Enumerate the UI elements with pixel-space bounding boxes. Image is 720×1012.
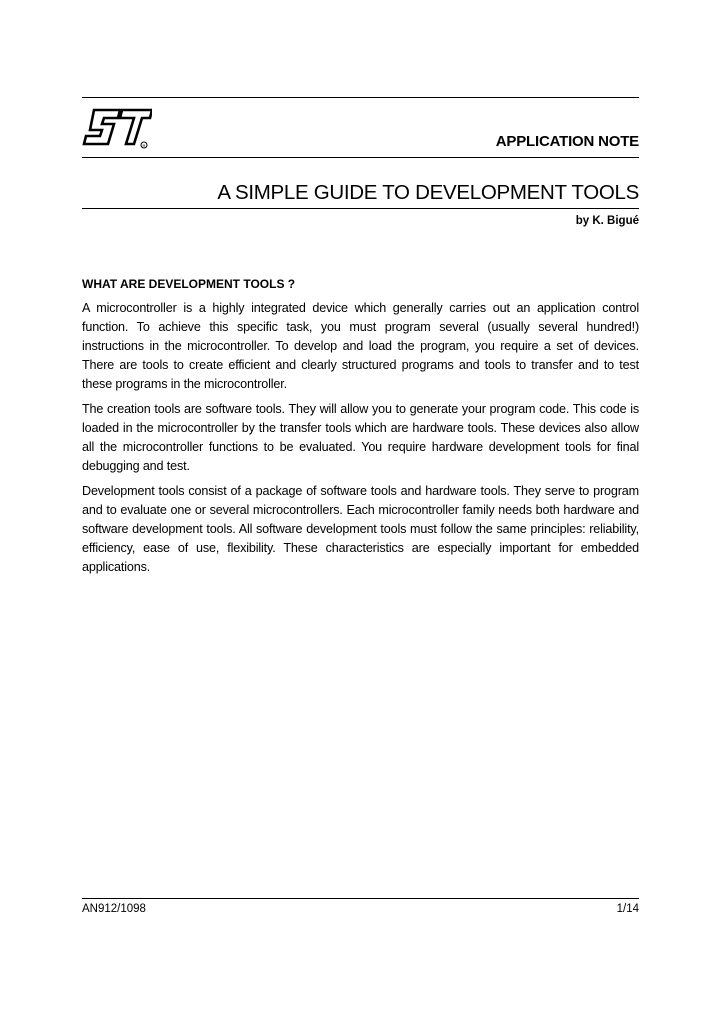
header-mid-rule [82,157,639,158]
section-heading: WHAT ARE DEVELOPMENT TOOLS ? [82,277,296,291]
document-number: AN912/1098 [82,903,146,915]
page-number: 1/14 [616,903,639,915]
doc-type-label: APPLICATION NOTE [495,133,639,150]
document-title: A SIMPLE GUIDE TO DEVELOPMENT TOOLS [217,181,639,204]
section-content [82,277,639,583]
paragraph: The creation tools are software tools. They will allow you to generate your program code. This code is loaded in the microcontroller by the transfer tools which are hardware tools. These devices also allow all the microcontroller functions to be evaluated. You require hardware development tools for final debugging and test. [82,402,639,473]
paragraph: A microcontroller is a highly integrated device which generally carries out an application control function. To achieve this specific task, you must program several (usually several hundred!) instructions in the microcontroller. To develop and load the program, you require a set of devices. There are tools to create efficient and clearly structured programs and tools to transfer and to test these programs in the microcontroller. [82,301,639,391]
title-rule [82,208,639,209]
st-logo [82,104,152,150]
svg-text:R: R [142,143,146,148]
author-line: by K. Bigué [575,215,639,227]
paragraph: Development tools consist of a package of software tools and hardware tools. They serve to program and to evaluate one or several microcontrollers. Each microcontroller family needs both hardware and software development tools. All software development tools must follow the same principles: reliability, efficiency, ease of use, flexibility. These characteristics are especially important for embedded applications. [82,484,639,574]
footer-rule [82,898,639,899]
header-top-rule [82,97,639,98]
